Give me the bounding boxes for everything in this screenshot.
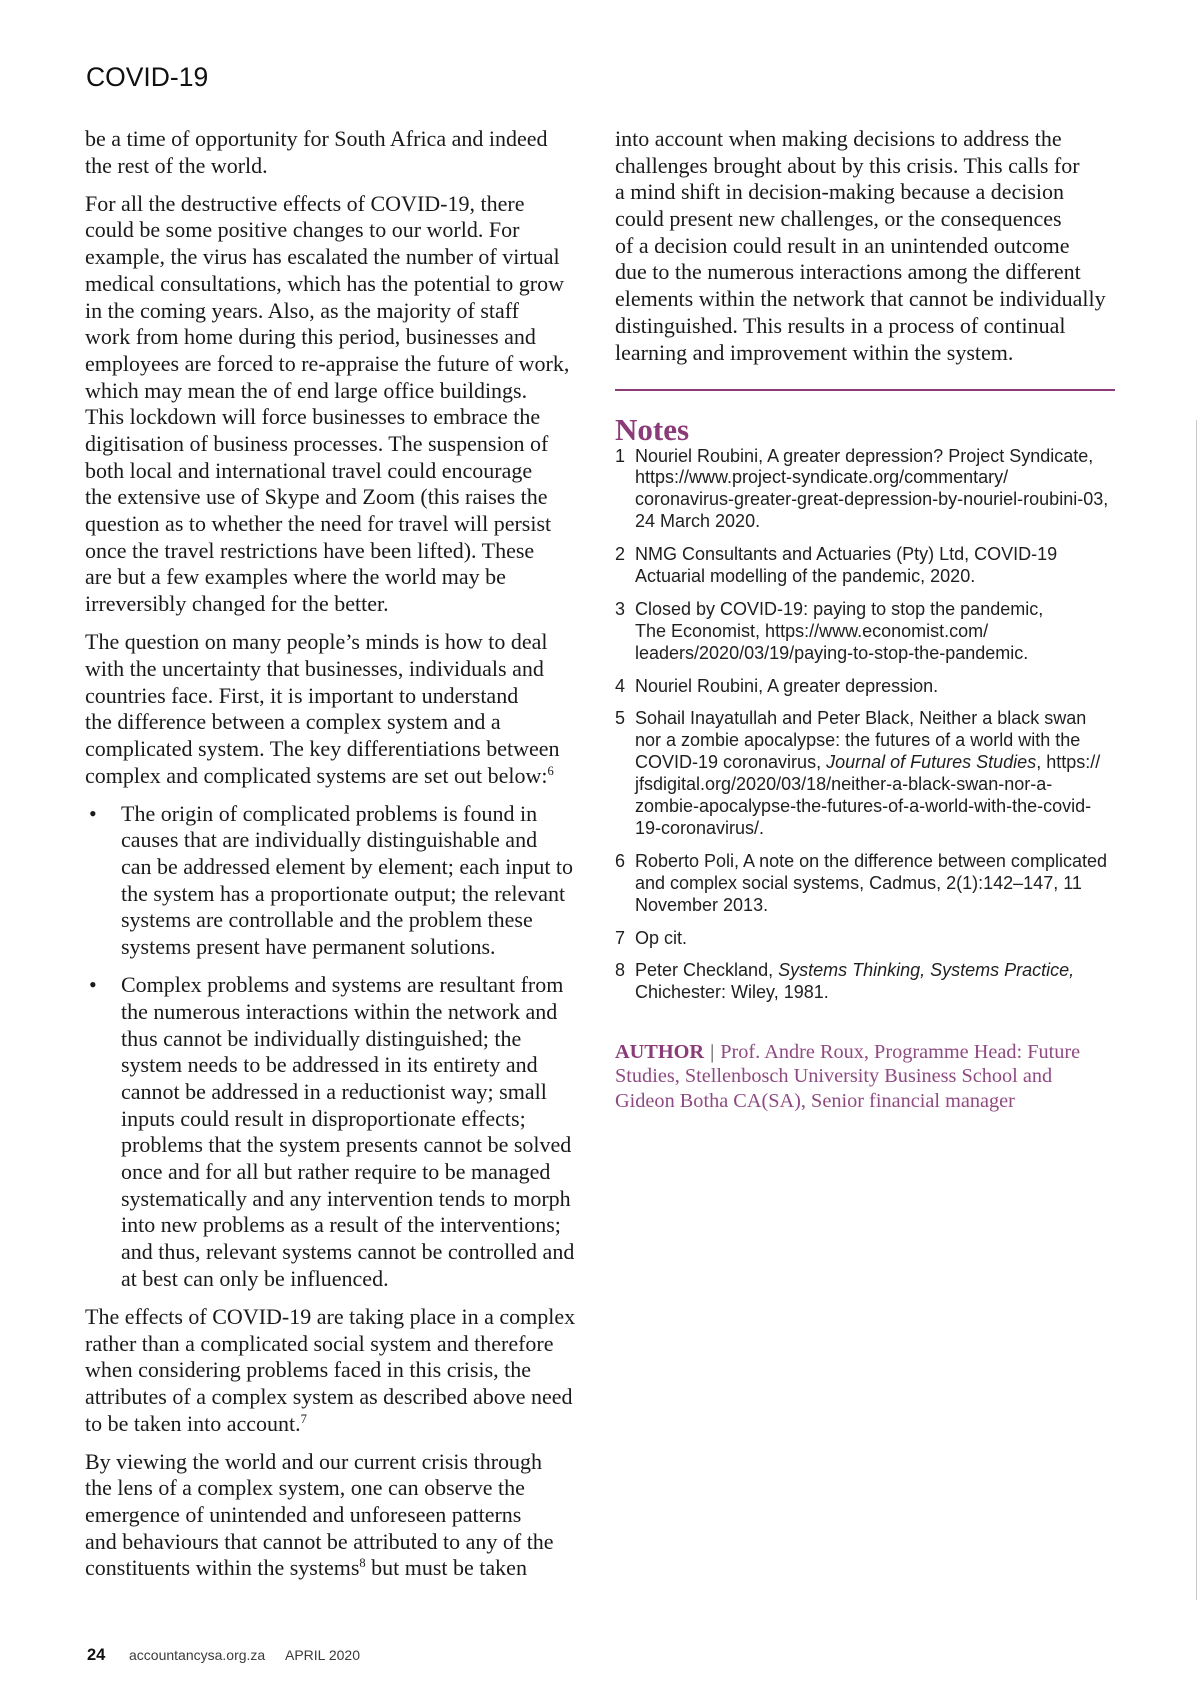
text-line xyxy=(85,1555,590,1582)
paragraph xyxy=(85,629,590,789)
text-line: systems are controllable and the problem these xyxy=(121,907,533,933)
note-number: 1 xyxy=(615,445,626,466)
italic-title: Journal of Futures Studies xyxy=(826,752,1037,773)
text-line: with the uncertainty that businesses, individuals and xyxy=(85,655,544,681)
text-segment: to be taken into account. xyxy=(85,1410,301,1436)
text-line: which may mean the of end large office buildings. xyxy=(85,377,528,403)
text-line: work from home during this period, businesses and xyxy=(85,324,536,350)
text-line: and behaviours that cannot be attributed to any of the xyxy=(85,1528,554,1554)
section-divider xyxy=(615,389,1115,391)
author-block xyxy=(615,1040,1115,1115)
text-line: jfsdigital.org/2020/03/18/neither-a-black-swan-nor-a- xyxy=(635,774,1053,795)
paragraph xyxy=(85,1449,590,1582)
text-line: of a decision could result in an unintended outcome xyxy=(615,232,1070,258)
note-number: 4 xyxy=(615,675,626,696)
text-line: a mind shift in decision-making because a decision xyxy=(615,179,1065,205)
text-line: the system has a proportionate output; the relevant xyxy=(121,880,566,906)
notes-list xyxy=(615,446,1115,1005)
text-line: the rest of the world. xyxy=(85,152,268,178)
text-line: rather than a complicated social system and therefore xyxy=(85,1330,554,1356)
page-edge-rule xyxy=(1196,420,1197,1600)
text-segment: complex and complicated systems are set out below: xyxy=(85,762,548,788)
text-line: https://www.project-syndicate.org/commentary/ xyxy=(635,467,1009,488)
note-number: 3 xyxy=(615,598,626,619)
text-line: into new problems as a result of the interventions; xyxy=(121,1212,561,1238)
text-line: Actuarial modelling of the pandemic, 2020. xyxy=(635,566,976,587)
left-column xyxy=(85,126,590,1582)
text-line: elements within the network that cannot be individually xyxy=(615,286,1106,312)
note-item xyxy=(615,960,1115,1004)
text-line: inputs could result in disproportionate effects; xyxy=(121,1105,526,1131)
author-label: AUTHOR xyxy=(615,1040,705,1063)
text-line: the difference between a complex system and a xyxy=(85,709,501,735)
text-line: The origin of complicated problems is found in xyxy=(121,800,538,826)
bullet-marker: • xyxy=(89,972,97,998)
text-line: Op cit. xyxy=(635,927,688,948)
text-line: could be some positive changes to our world. For xyxy=(85,217,520,243)
text-line: could present new challenges, or the consequences xyxy=(615,206,1062,232)
text-line: question as to whether the need for travel will persist xyxy=(85,511,552,537)
text-segment: , https:// xyxy=(1036,752,1101,773)
section-title: COVID-19 xyxy=(86,62,209,92)
text-line: emergence of unintended and unforeseen patterns xyxy=(85,1502,522,1528)
bullet-item xyxy=(85,972,590,1292)
text-line: complicated system. The key differentiations between xyxy=(85,735,560,761)
bullet-item xyxy=(85,801,590,961)
note-number: 8 xyxy=(615,960,626,981)
text-line: zombie-apocalypse-the-futures-of-a-world-with-the-covid- xyxy=(635,796,1092,817)
text-line: NMG Consultants and Actuaries (Pty) Ltd, COVID-19 xyxy=(635,544,1058,565)
note-number: 5 xyxy=(615,708,626,729)
text-line: at best can only be influenced. xyxy=(121,1265,389,1291)
paragraph xyxy=(85,126,590,179)
text-line: For all the destructive effects of COVID-19, there xyxy=(85,190,525,216)
text-line xyxy=(85,763,590,790)
text-line: Nouriel Roubini, A greater depression. xyxy=(635,675,939,696)
page-number: 24 xyxy=(87,1646,106,1664)
text-line: November 2013. xyxy=(635,894,769,915)
author-line xyxy=(615,1040,1115,1065)
text-line: example, the virus has escalated the number of virtual xyxy=(85,244,560,270)
footnote-reference: 7 xyxy=(300,1411,307,1426)
bullet-marker: • xyxy=(89,800,97,826)
text-line: leaders/2020/03/19/paying-to-stop-the-pandemic. xyxy=(635,642,1029,663)
text-line: Sohail Inayatullah and Peter Black, Neither a black swan xyxy=(635,708,1087,729)
text-line: both local and international travel could encourage xyxy=(85,457,533,483)
text-line: medical consultations, which has the potential to grow xyxy=(85,270,565,296)
footnote-reference: 8 xyxy=(359,1556,366,1571)
text-line: 24 March 2020. xyxy=(635,511,761,532)
author-separator: | xyxy=(710,1040,715,1063)
note-item xyxy=(615,928,1115,950)
text-line: into account when making decisions to address the xyxy=(615,126,1062,151)
note-number: 2 xyxy=(615,544,626,565)
text-line: coronavirus-greater-great-depression-by-nouriel-roubini-03, xyxy=(635,489,1109,510)
issue-date: APRIL 2020 xyxy=(285,1647,360,1663)
text-line: attributes of a complex system as described above need xyxy=(85,1383,573,1409)
text-line: once and for all but rather require to be managed xyxy=(121,1159,551,1184)
author-text: Prof. Andre Roux, Programme Head: Future xyxy=(720,1040,1081,1063)
note-item xyxy=(615,708,1115,840)
text-line: cannot be addressed in a reductionist way; small xyxy=(121,1078,547,1104)
text-line: By viewing the world and our current crisis through xyxy=(85,1448,543,1474)
text-line: when considering problems faced in this crisis, the xyxy=(85,1357,532,1383)
text-line: learning and improvement within the system. xyxy=(615,339,1014,365)
paragraph xyxy=(85,191,590,618)
text-line: This lockdown will force businesses to embrace the xyxy=(85,404,541,430)
note-item xyxy=(615,851,1115,917)
footnote-reference: 6 xyxy=(547,763,554,778)
text-line: and thus, relevant systems cannot be controlled and xyxy=(121,1239,575,1265)
text-line: Nouriel Roubini, A greater depression? Project Syndicate, xyxy=(635,445,1094,466)
text-line: The effects of COVID-19 are taking place in a complex xyxy=(85,1303,576,1329)
text-line xyxy=(635,752,1115,774)
note-item xyxy=(615,446,1115,534)
text-line: Chichester: Wiley, 1981. xyxy=(635,982,829,1003)
note-item xyxy=(615,676,1115,698)
text-line: the extensive use of Skype and Zoom (this raises the xyxy=(85,484,548,510)
text-line: systems present have permanent solutions. xyxy=(121,934,496,960)
text-line: 19-coronavirus/. xyxy=(635,818,765,839)
text-line: be a time of opportunity for South Africa and indeed xyxy=(85,126,548,151)
text-line: and complex social systems, Cadmus, 2(1):142–147, 11 xyxy=(635,872,1082,893)
text-segment: constituents within the systems xyxy=(85,1555,360,1581)
text-line: The question on many people’s minds is how to deal xyxy=(85,629,548,655)
text-line: The Economist, https://www.economist.com/ xyxy=(635,620,989,641)
note-item xyxy=(615,599,1115,665)
italic-title: Systems Thinking, Systems Practice, xyxy=(778,960,1075,981)
text-line: causes that are individually distinguishable and xyxy=(121,827,538,853)
text-line: Roberto Poli, A note on the difference between complicated xyxy=(635,850,1107,871)
text-segment: COVID-19 coronavirus, xyxy=(635,752,827,773)
text-line: problems that the system presents cannot be solved xyxy=(121,1132,572,1158)
text-line: challenges brought about by this crisis. This calls for xyxy=(615,152,1080,178)
text-line: irreversibly changed for the better. xyxy=(85,591,389,617)
text-line: countries face. First, it is important to understand xyxy=(85,682,519,708)
text-segment: Peter Checkland, xyxy=(635,960,779,981)
text-line: the lens of a complex system, one can observe the xyxy=(85,1475,525,1501)
text-line: employees are forced to re-appraise the future of work, xyxy=(85,350,570,376)
text-line: Complex problems and systems are resultant from xyxy=(121,972,564,998)
text-line: systematically and any intervention tends to morph xyxy=(121,1185,571,1211)
note-number: 7 xyxy=(615,927,626,948)
author-line: Studies, Stellenbosch University Business School and xyxy=(615,1065,1053,1088)
text-line: are but a few examples where the world may be xyxy=(85,564,506,590)
text-line: nor a zombie apocalypse: the futures of a world with the xyxy=(635,730,1081,751)
paragraph xyxy=(85,1304,590,1437)
text-line: system needs to be addressed in its entirety and xyxy=(121,1052,538,1078)
notes-heading: Notes xyxy=(615,412,690,447)
text-segment: but must be taken xyxy=(365,1555,527,1581)
text-line: once the travel restrictions have been lifted). These xyxy=(85,537,535,563)
text-line: digitisation of business processes. The suspension of xyxy=(85,430,549,456)
text-line: thus cannot be individually distinguished; the xyxy=(121,1025,522,1051)
text-line xyxy=(635,960,1115,982)
text-line: in the coming years. Also, as the majority of staff xyxy=(85,297,520,323)
text-line: due to the numerous interactions among the different xyxy=(615,259,1081,285)
text-line xyxy=(85,1411,590,1438)
author-line: Gideon Botha CA(SA), Senior financial manager xyxy=(615,1090,1015,1113)
text-line: distinguished. This results in a process of continual xyxy=(615,312,1066,338)
text-line: the numerous interactions within the network and xyxy=(121,998,558,1024)
text-line: Closed by COVID-19: paying to stop the pandemic, xyxy=(635,598,1044,619)
note-number: 6 xyxy=(615,850,626,871)
note-item xyxy=(615,544,1115,588)
right-column xyxy=(615,126,1115,366)
paragraph xyxy=(615,126,1115,366)
website-url: accountancysa.org.za xyxy=(129,1647,266,1663)
text-line: can be addressed element by element; each input to xyxy=(121,854,574,880)
